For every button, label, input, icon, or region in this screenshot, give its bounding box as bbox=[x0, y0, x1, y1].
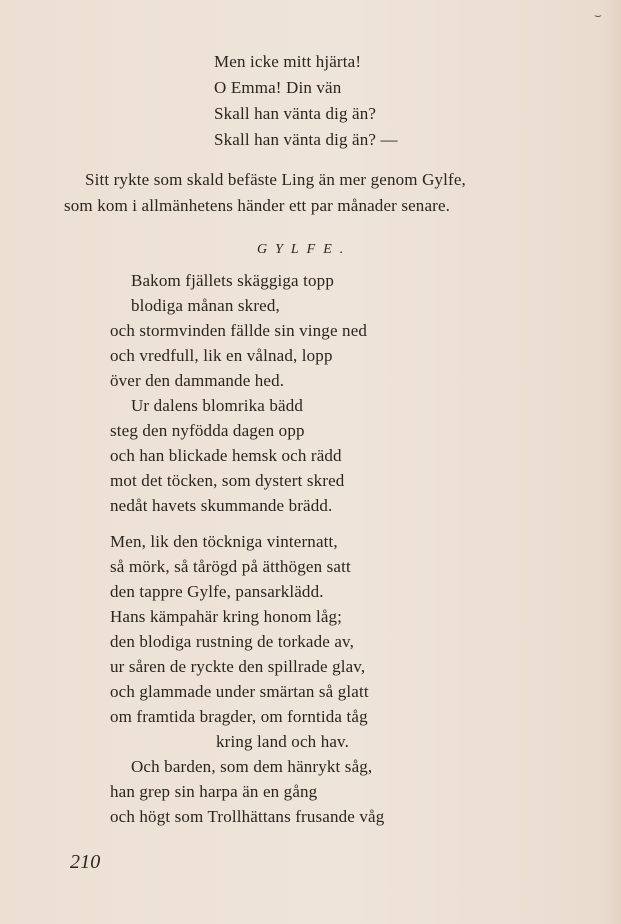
stanza-line: över den dammande hed. bbox=[110, 371, 285, 390]
stanza-line: och han blickade hemsk och rädd bbox=[110, 446, 342, 465]
stanza-line: kring land och hav. bbox=[216, 732, 349, 751]
poem-heading: GYLFE. bbox=[257, 242, 352, 257]
stanza-line: blodiga månan skred, bbox=[131, 296, 280, 315]
stanza-line: och högt som Trollhättans frusande våg bbox=[110, 807, 385, 826]
poem-line: O Emma! Din vän bbox=[214, 78, 342, 97]
stanza-line: mot det töcken, som dystert skred bbox=[110, 471, 345, 490]
stanza-line: den blodiga rustning de torkade av, bbox=[110, 632, 354, 651]
poem-line: Men icke mitt hjärta! bbox=[214, 52, 362, 71]
stanza-line: och vredfull, lik en vålnad, lopp bbox=[110, 346, 333, 365]
poem-line: Skall han vänta dig än? — bbox=[214, 130, 398, 149]
stanza-line: och glammade under smärtan så glatt bbox=[110, 682, 369, 701]
stanza-line: steg den nyfödda dagen opp bbox=[110, 421, 305, 440]
stanza-line: ur såren de ryckte den spillrade glav, bbox=[110, 657, 366, 676]
stanza-line: Ur dalens blomrika bädd bbox=[131, 396, 303, 415]
page-edge-shadow bbox=[603, 0, 621, 924]
page-number: 210 bbox=[70, 851, 101, 873]
stanza-line: han grep sin harpa än en gång bbox=[110, 782, 318, 801]
stanza-line: om framtida bragder, om forntida tåg bbox=[110, 707, 368, 726]
stanza-line: den tappre Gylfe, pansarklädd. bbox=[110, 582, 324, 601]
stanza-line: nedåt havets skummande brädd. bbox=[110, 496, 333, 515]
stanza-line: Men, lik den töckniga vinternatt, bbox=[110, 532, 338, 551]
poem-line: Skall han vänta dig än? bbox=[214, 104, 377, 123]
corner-mark: ⌣ bbox=[594, 8, 602, 22]
prose-line: Sitt rykte som skald befäste Ling än mer genom Gylfe, bbox=[85, 170, 466, 189]
stanza-line: så mörk, så tårögd på ätthögen satt bbox=[110, 557, 351, 576]
stanza-line: och stormvinden fällde sin vinge ned bbox=[110, 321, 368, 340]
stanza-line: Och barden, som dem hänrykt såg, bbox=[131, 757, 373, 776]
stanza-line: Hans kämpahär kring honom låg; bbox=[110, 607, 343, 626]
stanza-line: Bakom fjällets skäggiga topp bbox=[131, 271, 334, 290]
prose-line: som kom i allmänhetens händer ett par månader senare. bbox=[64, 196, 451, 215]
